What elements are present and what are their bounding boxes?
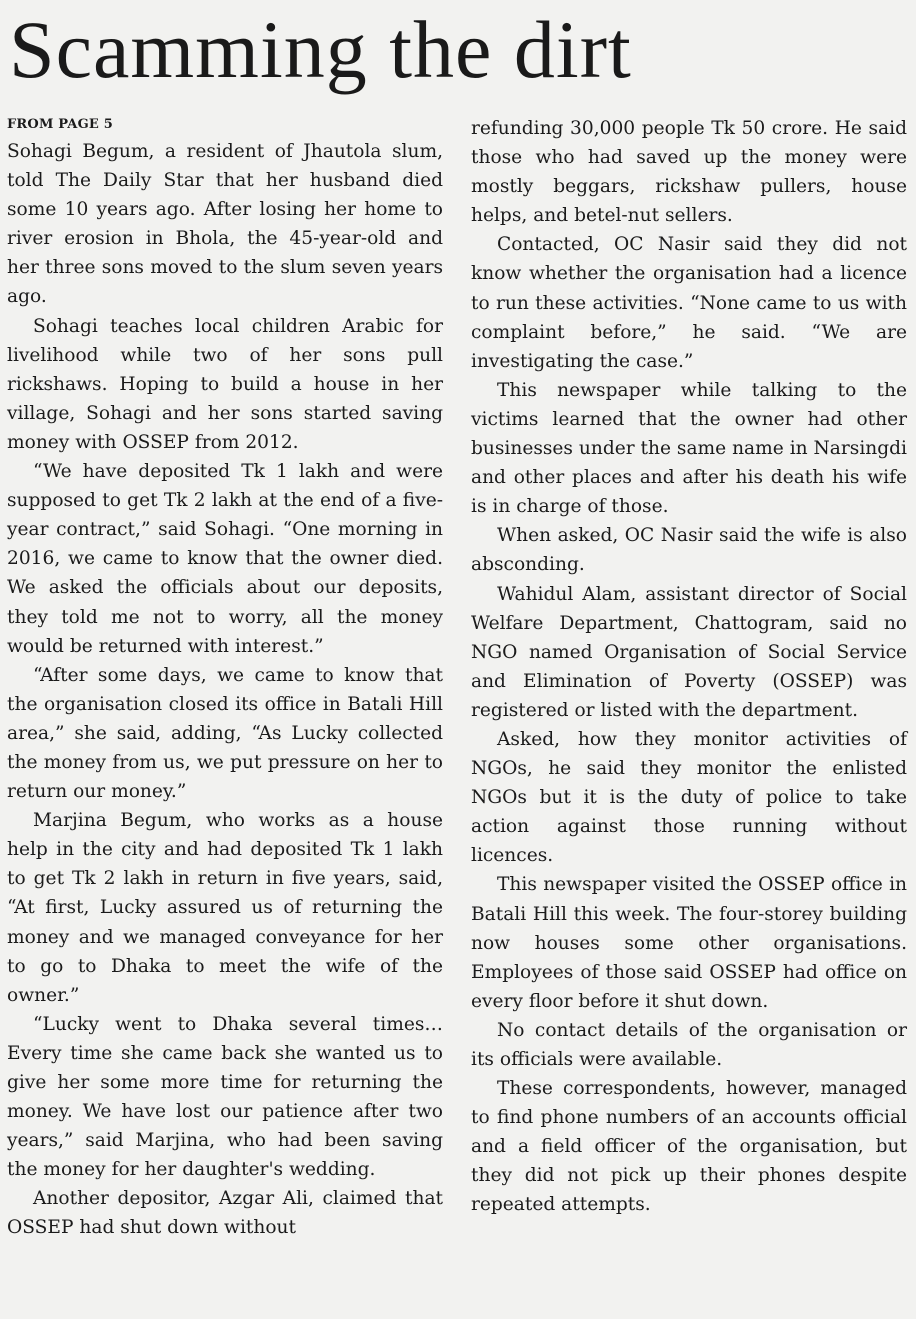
headline: Scamming the dirt [9,4,632,95]
paragraph: These correspondents, however, managed to find phone numbers of an accounts official and a field officer of the organisation, but they did not pick up their phones despite repeated attempts. [471,1078,907,1216]
paragraph: Sohagi teaches local children Arabic for livelihood while two of her sons pull rickshaws. Hoping to build a house in her village, Sohagi and her sons started saving money with OSSEP from 2012. [7,315,443,453]
paragraph: refunding 30,000 people Tk 50 crore. He said those who had saved up the money were mostly beggars, rickshaw pullers, house helps, and betel-nut sellers. [471,118,907,227]
paragraph: “Lucky went to Dhaka several times… Every time she came back she wanted us to give her some more time for returning the money. We have lost our patience after two years,” said Marjina, who had been saving the money for her daughter's wedding. [7,1013,443,1181]
kicker: FROM PAGE 5 [7,117,113,132]
paragraph: This newspaper while talking to the victims learned that the owner had other businesses under the same name in Narsingdi and other places and after his death his wife is in charge of those. [471,379,907,518]
paragraph: This newspaper visited the OSSEP office in Batali Hill this week. The four-storey building now houses some other organisations. Employees of those said OSSEP had office on every floor before it shut down. [471,874,907,1012]
paragraph: Sohagi Begum, a resident of Jhautola slum, told The Daily Star that her husband died some 10 years ago. After losing her home to river erosion in Bhola, the 45-year-old and her three sons moved to the slum seven years ago. [7,141,443,308]
paragraph: Marjina Begum, who works as a house help in the city and had deposited Tk 1 lakh to get Tk 2 lakh in return in five years, said, “At first, Lucky assured us of returning the money and we managed conveyance for her to go to Dhaka to meet the wife of the owner.” [7,810,443,1006]
article-columns [7,114,907,1243]
paragraph: “After some days, we came to know that the organisation closed its office in Batali Hill area,” she said, adding, “As Lucky collected the money from us, we put pressure on her to return our money.” [7,664,443,803]
paragraph: Contacted, OC Nasir said they did not know whether the organisation had a licence to run these activities. “None came to us with complaint before,” he said. “We are investigating the case.” [471,234,907,372]
paragraph: When asked, OC Nasir said the wife is also absconding. [471,525,907,576]
paragraph: Asked, how they monitor activities of NGOs, he said they monitor the enlisted NGOs but it is the duty of police to take action against those running without licences. [471,728,907,867]
paragraph: Another depositor, Azgar Ali, claimed that OSSEP had shut down without [7,1188,443,1239]
paragraph: “We have deposited Tk 1 lakh and were supposed to get Tk 2 lakh at the end of a five-year contract,” said Sohagi. “One morning in 2016, we came to know that the owner died. We asked the officials about our deposits, they told me not to worry, all the money would be returned with interest.” [7,461,443,657]
left-column [7,114,443,1243]
right-column [471,114,907,1243]
paragraph: No contact details of the organisation or its officials were available. [471,1019,907,1070]
paragraph: Wahidul Alam, assistant director of Social Welfare Department, Chattogram, said no NGO named Organisation of Social Service and Elimination of Poverty (OSSEP) was registered or listed with the department. [471,583,907,721]
